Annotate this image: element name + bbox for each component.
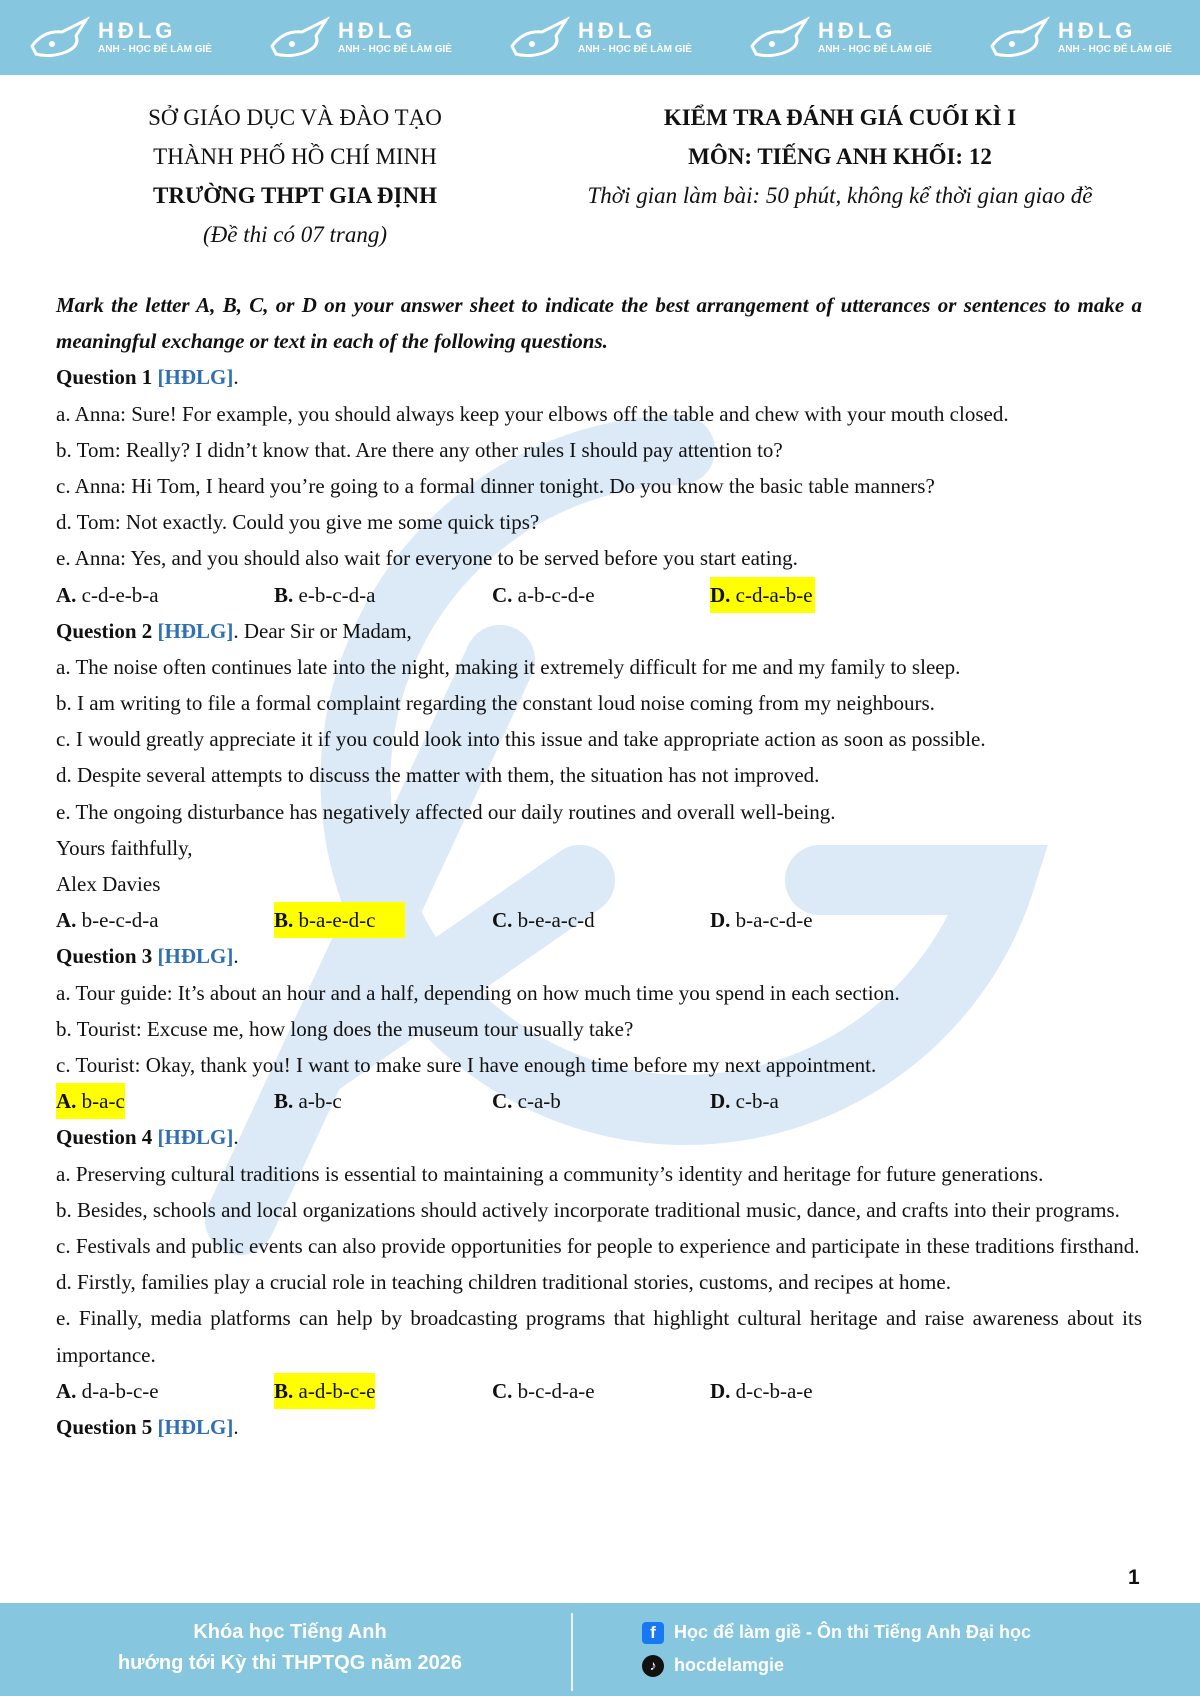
question-intro: . xyxy=(233,1125,239,1150)
question-intro: . xyxy=(233,944,239,969)
course-promo xyxy=(80,1617,500,1679)
arrangement-line: b. Tourist: Excuse me, how long does the museum tour usually take? xyxy=(56,1016,634,1041)
tiktok-link[interactable] xyxy=(642,1649,1031,1682)
answer-option-c[interactable]: C. c-a-b xyxy=(492,1089,561,1114)
source-tag: [HĐLG] xyxy=(157,618,234,643)
source-tag: [HĐLG] xyxy=(157,944,234,969)
question-intro: . Dear Sir or Madam, xyxy=(233,618,412,643)
answer-option-a-highlighted[interactable]: A. b-a-c xyxy=(56,1083,125,1119)
facebook-icon: f xyxy=(642,1622,664,1644)
arrangement-line: c. Anna: Hi Tom, I heard you’re going to a formal dinner tonight. Do you know the basic table manners? xyxy=(56,473,935,498)
logo-name: HĐLG xyxy=(1058,18,1137,43)
brand-logo xyxy=(748,16,932,60)
arrangement-line: d. Tom: Not exactly. Could you give me some quick tips? xyxy=(56,510,540,535)
brand-logo xyxy=(28,16,212,60)
arrangement-line: b. Tom: Really? I didn’t know that. Are there any other rules I should pay attention to? xyxy=(56,437,783,462)
logo-name: HĐLG xyxy=(338,18,417,43)
department-name: SỞ GIÁO DỤC VÀ ĐÀO TẠO xyxy=(148,105,442,130)
arrangement-line: a. The noise often continues late into the night, making it extremely difficult for me and my family to sleep. xyxy=(56,654,961,679)
answer-option-a[interactable]: A. c-d-e-b-a xyxy=(56,582,159,607)
answer-option-c[interactable]: C. a-b-c-d-e xyxy=(492,582,595,607)
answer-options xyxy=(56,1373,1142,1409)
tiktok-text: hocdelamgie xyxy=(674,1655,785,1675)
answer-option-c[interactable]: C. b-e-a-c-d xyxy=(492,908,595,933)
arrangement-line: c. Festivals and public events can also provide opportunities for people to experience and participate in these traditions firsthand. xyxy=(56,1233,1140,1258)
question-heading xyxy=(56,1409,1142,1445)
arrangement-line: a. Anna: Sure! For example, you should always keep your elbows off the table and chew with your mouth closed. xyxy=(56,401,1009,426)
brand-logo xyxy=(508,16,692,60)
top-banner xyxy=(0,0,1200,75)
arrangement-line: b. I am writing to file a formal complaint regarding the constant loud noise coming from my neighbours. xyxy=(56,691,935,716)
arrangement-line: d. Firstly, families play a crucial role in teaching children traditional stories, customs, and recipes at home. xyxy=(56,1270,951,1295)
tiktok-icon: ♪ xyxy=(642,1655,664,1677)
arrangement-line: e. Finally, media platforms can help by broadcasting programs that highlight cultural heritage and raise awareness about its importance. xyxy=(56,1306,1142,1367)
letter-closing: Yours faithfully, xyxy=(56,835,193,860)
logo-tagline: ANH - HỌC ĐỂ LÀM GIÈ xyxy=(98,44,212,55)
answer-options xyxy=(56,902,1142,938)
answer-option-c[interactable]: C. b-c-d-a-e xyxy=(492,1378,595,1403)
logo-name: HĐLG xyxy=(578,18,657,43)
answer-option-d-highlighted[interactable]: D. c-d-a-b-e xyxy=(710,577,815,613)
logo-tagline: ANH - HỌC ĐỂ LÀM GIÈ xyxy=(1058,44,1172,55)
question-label: Question 2 xyxy=(56,618,153,643)
exam-content xyxy=(56,287,1142,1445)
page-number: 1 xyxy=(1128,1566,1140,1589)
exam-subject: MÔN: TIẾNG ANH KHỐI: 12 xyxy=(688,144,992,169)
question-intro: . xyxy=(233,1414,239,1439)
exam-header xyxy=(540,98,1140,215)
footer-banner xyxy=(0,1603,1200,1696)
school-header xyxy=(110,98,480,254)
question-label: Question 3 xyxy=(56,944,153,969)
mascot-plane-icon xyxy=(28,16,92,60)
logo-name: HĐLG xyxy=(98,18,177,43)
course-line-1: Khóa học Tiếng Anh xyxy=(193,1621,387,1643)
mascot-plane-icon xyxy=(748,16,812,60)
brand-logo xyxy=(268,16,452,60)
answer-option-b-highlighted[interactable]: B. a-d-b-c-e xyxy=(274,1373,375,1409)
logo-tagline: ANH - HỌC ĐỂ LÀM GIÈ xyxy=(338,44,452,55)
mascot-plane-icon xyxy=(268,16,332,60)
answer-option-b[interactable]: B. a-b-c xyxy=(274,1089,342,1114)
footer-divider xyxy=(571,1613,573,1691)
source-tag: [HĐLG] xyxy=(157,365,234,390)
section-instruction: Mark the letter A, B, C, or D on your answer sheet to indicate the best arrangement of utterances or sentences to make a meaningful exchange or text in each of the following questions. xyxy=(56,293,1142,354)
facebook-link[interactable] xyxy=(642,1616,1031,1649)
answer-option-b-highlighted[interactable]: B. b-a-e-d-c xyxy=(274,902,405,938)
source-tag: [HĐLG] xyxy=(157,1414,234,1439)
answer-options xyxy=(56,1083,1142,1119)
answer-option-d[interactable]: D. b-a-c-d-e xyxy=(710,908,813,933)
arrangement-line: a. Tour guide: It’s about an hour and a half, depending on how much time you spend in each section. xyxy=(56,980,900,1005)
answer-options xyxy=(56,577,1142,613)
arrangement-line: e. The ongoing disturbance has negatively affected our daily routines and overall well-being. xyxy=(56,799,836,824)
question-intro: . xyxy=(233,365,239,390)
question-heading xyxy=(56,938,1142,974)
answer-option-a[interactable]: A. d-a-b-c-e xyxy=(56,1378,159,1403)
mascot-plane-icon xyxy=(508,16,572,60)
question-label: Question 5 xyxy=(56,1414,153,1439)
pages-note: (Đề thi có 07 trang) xyxy=(203,222,387,247)
course-line-2: hướng tới Kỳ thi THPTQG năm 2026 xyxy=(117,1652,463,1674)
logo-tagline: ANH - HỌC ĐỂ LÀM GIÈ xyxy=(578,44,692,55)
source-tag: [HĐLG] xyxy=(157,1125,234,1150)
arrangement-line: a. Preserving cultural traditions is essential to maintaining a community’s identity and heritage for future generations. xyxy=(56,1161,1044,1186)
arrangement-line: b. Besides, schools and local organizations should actively incorporate traditional music, dance, and crafts into their programs. xyxy=(56,1197,1120,1222)
facebook-text: Học để làm giề - Ôn thi Tiếng Anh Đại học xyxy=(674,1622,1032,1642)
letter-signature: Alex Davies xyxy=(56,872,161,897)
exam-title: KIỂM TRA ĐÁNH GIÁ CUỐI KÌ I xyxy=(663,105,1017,130)
question-label: Question 4 xyxy=(56,1125,153,1150)
question-heading xyxy=(56,613,1142,649)
answer-option-a[interactable]: A. b-e-c-d-a xyxy=(56,908,159,933)
brand-logo xyxy=(988,16,1172,60)
answer-option-d[interactable]: D. d-c-b-a-e xyxy=(710,1378,813,1403)
question-heading xyxy=(56,359,1142,395)
city-name: THÀNH PHỐ HỒ CHÍ MINH xyxy=(153,144,437,169)
school-name: TRƯỜNG THPT GIA ĐỊNH xyxy=(153,183,437,208)
logo-name: HĐLG xyxy=(818,18,897,43)
answer-option-b[interactable]: B. e-b-c-d-a xyxy=(274,582,376,607)
arrangement-line: d. Despite several attempts to discuss the matter with them, the situation has not improved. xyxy=(56,763,820,788)
arrangement-line: c. Tourist: Okay, thank you! I want to make sure I have enough time before my next appointment. xyxy=(56,1052,877,1077)
time-note: Thời gian làm bài: 50 phút, không kể thời gian giao đề xyxy=(587,183,1093,208)
mascot-plane-icon xyxy=(988,16,1052,60)
answer-option-d[interactable]: D. c-b-a xyxy=(710,1089,779,1114)
social-links xyxy=(642,1616,1031,1682)
question-label: Question 1 xyxy=(56,365,153,390)
logo-tagline: ANH - HỌC ĐỂ LÀM GIÈ xyxy=(818,44,932,55)
question-heading xyxy=(56,1119,1142,1155)
arrangement-line: e. Anna: Yes, and you should also wait for everyone to be served before you start eating. xyxy=(56,546,798,571)
arrangement-line: c. I would greatly appreciate it if you could look into this issue and take appropriate action as soon as possible. xyxy=(56,727,986,752)
